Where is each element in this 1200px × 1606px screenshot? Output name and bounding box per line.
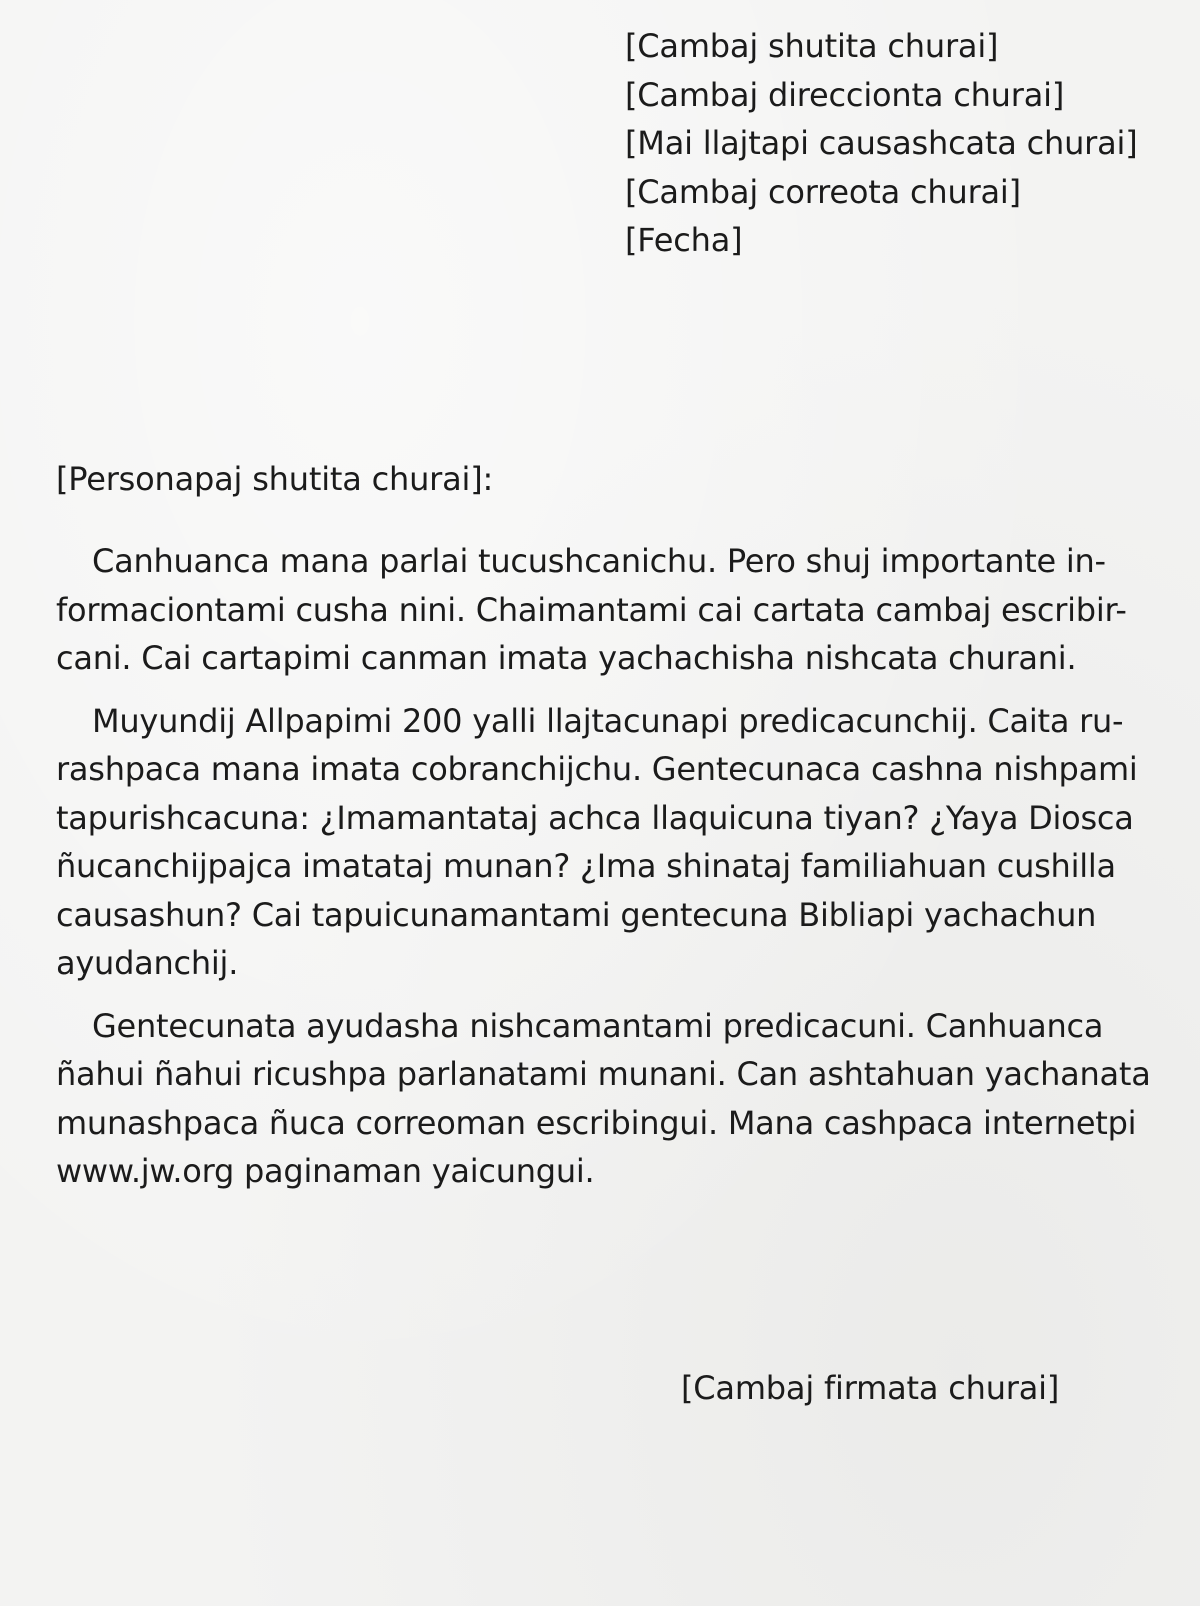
paragraph-line: ñucanchijpajca imatataj munan? ¿Ima shinataj familiahuan cushilla [56, 847, 1116, 885]
sender-name-placeholder: [Cambaj shutita churai] [625, 27, 999, 65]
sender-block [625, 22, 1185, 265]
paragraph-line: formaciontami cusha nini. Chaimantami cai cartata cambaj escribir- [56, 590, 1127, 629]
sender-email-placeholder: [Cambaj correota churai] [625, 172, 1021, 211]
paragraph-line: ayudanchij. [56, 944, 239, 982]
date-placeholder: [Fecha] [625, 221, 743, 259]
paragraph-2 [56, 697, 1136, 988]
paragraph-line: Canhuanca mana parlai tucushcanichu. Pero shuj importante in- [92, 542, 1106, 580]
paragraph-line: rashpaca mana imata cobranchijchu. Gentecunaca cashna nishpami [56, 750, 1138, 788]
paragraph-line: Muyundij Allpapimi 200 yalli llajtacunapi predicacunchij. Caita ru- [92, 701, 1124, 740]
paragraph-line: cani. Cai cartapimi canman imata yachachisha nishcata churani. [56, 639, 1077, 677]
paragraph-1 [56, 537, 1136, 683]
paragraph-line: ñahui ñahui ricushpa parlanatami munani. Can ashtahuan yachanata [56, 1055, 1151, 1093]
paragraph-line: tapurishcacuna: ¿Imamantataj achca llaquicuna tiyan? ¿Yaya Diosca [56, 798, 1134, 837]
letter-body [56, 537, 1151, 1210]
paragraph-3 [56, 1002, 1151, 1196]
salutation: [Personapaj shutita churai]: [56, 460, 494, 498]
paragraph-line: Gentecunata ayudasha nishcamantami predicacuni. Canhuanca [92, 1006, 1104, 1045]
sender-address-placeholder: [Cambaj direccionta churai] [625, 75, 1065, 114]
signature-placeholder: [Cambaj firmata churai] [681, 1369, 1060, 1407]
sender-city-placeholder: [Mai llajtapi causashcata churai] [625, 124, 1138, 162]
paragraph-line: www.jw.org paginaman yaicungui. [56, 1152, 595, 1190]
paragraph-line: causashun? Cai tapuicunamantami gentecuna Bibliapi yachachun [56, 895, 1097, 934]
paragraph-line: munashpaca ñuca correoman escribingui. Mana cashpaca internetpi [56, 1103, 1137, 1142]
